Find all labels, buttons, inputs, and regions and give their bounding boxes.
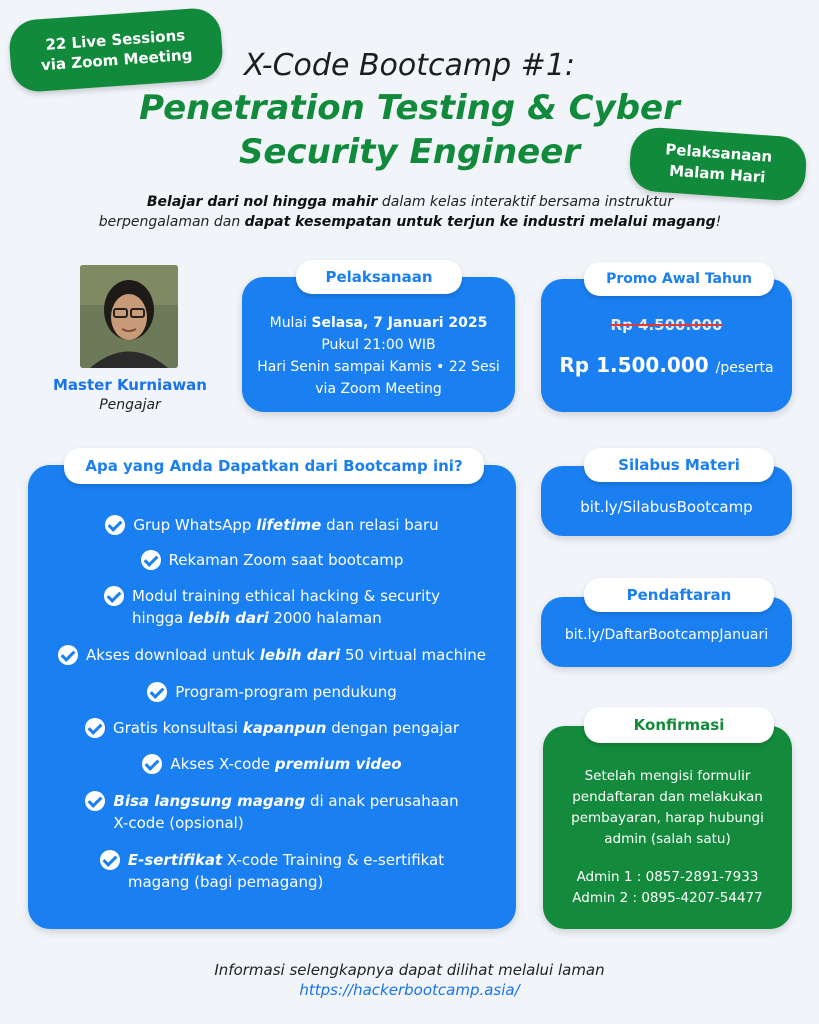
schedule-time: Pukul 21:00 WIB <box>321 337 436 353</box>
confirmation-card <box>543 726 792 929</box>
footer-link[interactable]: https://hackerbootcamp.asia/ <box>299 981 520 999</box>
schedule-card <box>242 277 515 412</box>
confirmation-line: admin (salah satu) <box>604 831 731 847</box>
page-title-line-a: Penetration Testing & Cyber <box>139 88 680 128</box>
badge-night-line2: Malam Hari <box>668 161 767 187</box>
schedule-tab: Pelaksanaan <box>296 260 462 294</box>
check-icon <box>105 515 125 535</box>
page-title-prefix: X-Code Bootcamp #1: <box>243 48 576 83</box>
new-price: Rp 1.500.000 <box>559 353 709 377</box>
schedule-start-prefix: Mulai <box>269 315 312 331</box>
promo-card <box>541 279 792 412</box>
page-title-line-b: Security Engineer <box>238 132 581 172</box>
confirmation-line: pembayaran, harap hubungi <box>571 810 764 826</box>
check-icon <box>58 645 78 665</box>
check-icon <box>147 682 167 702</box>
footer-text: Informasi selengkapnya dapat dilihat melalui laman <box>214 961 605 979</box>
syllabus-link[interactable]: bit.ly/SilabusBootcamp <box>580 498 753 516</box>
benefits-card <box>28 465 516 929</box>
syllabus-tab: Silabus Materi <box>584 448 774 482</box>
instructor-role: Pengajar <box>99 397 161 413</box>
benefits-tab: Apa yang Anda Dapatkan dari Bootcamp ini? <box>64 448 484 484</box>
check-icon <box>100 850 120 870</box>
promo-tab: Promo Awal Tahun <box>584 262 774 296</box>
page-title <box>0 86 819 174</box>
schedule-platform: via Zoom Meeting <box>315 381 442 397</box>
confirmation-line: Setelah mengisi formulir <box>584 768 751 784</box>
instructor-name: Master Kurniawan <box>53 376 207 394</box>
check-icon <box>104 586 124 606</box>
list-item: Rekaman Zoom saat bootcamp <box>28 549 516 571</box>
intro-bold-2: dapat kesempatan untuk terjun ke industri melalui magang <box>244 214 716 230</box>
schedule-start <box>242 312 515 334</box>
list-item: E-sertifikat X-code Training & e-sertifikat magang (bagi pemagang) <box>28 849 516 893</box>
schedule-start-date: Selasa, 7 Januari 2025 <box>311 315 488 331</box>
intro-text-1: dalam kelas interaktif bersama instruktur <box>377 194 674 210</box>
list-item: Program-program pendukung <box>28 681 516 703</box>
check-icon <box>141 550 161 570</box>
price-unit: /peserta <box>715 360 774 376</box>
schedule-days: Hari Senin sampai Kamis • 22 Sesi <box>257 359 500 375</box>
intro-text-2: berpengalaman dan <box>98 214 245 230</box>
check-icon <box>85 791 105 811</box>
badge-zoom-line2: via Zoom Meeting <box>40 45 193 75</box>
admin-2-contact: Admin 2 : 0895-4207-54477 <box>572 890 763 906</box>
list-item: Akses X-code premium video <box>28 753 516 775</box>
check-icon <box>85 718 105 738</box>
list-item: Akses download untuk lebih dari 50 virtual machine <box>28 644 516 666</box>
confirmation-text <box>553 766 782 850</box>
list-item: Bisa langsung magang di anak perusahaan X-code (opsional) <box>28 790 516 834</box>
promo-price <box>541 353 792 377</box>
intro-text <box>60 192 760 232</box>
admin-1-contact: Admin 1 : 0857-2891-7933 <box>576 869 759 885</box>
intro-text-3: ! <box>715 214 722 230</box>
list-item: Gratis konsultasi kapanpun dengan pengajar <box>28 717 516 739</box>
check-icon <box>142 754 162 774</box>
instructor-photo <box>80 265 178 368</box>
badge-zoom-line1: 22 Live Sessions <box>44 26 186 54</box>
badge-night-line1: Pelaksanaan <box>664 140 773 166</box>
confirmation-tab: Konfirmasi <box>584 707 774 743</box>
registration-link[interactable]: bit.ly/DaftarBootcampJanuari <box>564 627 769 643</box>
intro-bold-1: Belajar dari nol hingga mahir <box>146 194 378 210</box>
old-price: Rp 4.500.000 <box>610 316 723 334</box>
registration-tab: Pendaftaran <box>584 578 774 612</box>
list-item: Modul training ethical hacking & security hingga lebih dari 2000 halaman <box>28 585 516 629</box>
instructor-portrait-icon <box>80 265 178 368</box>
confirmation-line: pendaftaran dan melakukan <box>572 789 763 805</box>
list-item: Grup WhatsApp lifetime dan relasi baru <box>28 514 516 536</box>
